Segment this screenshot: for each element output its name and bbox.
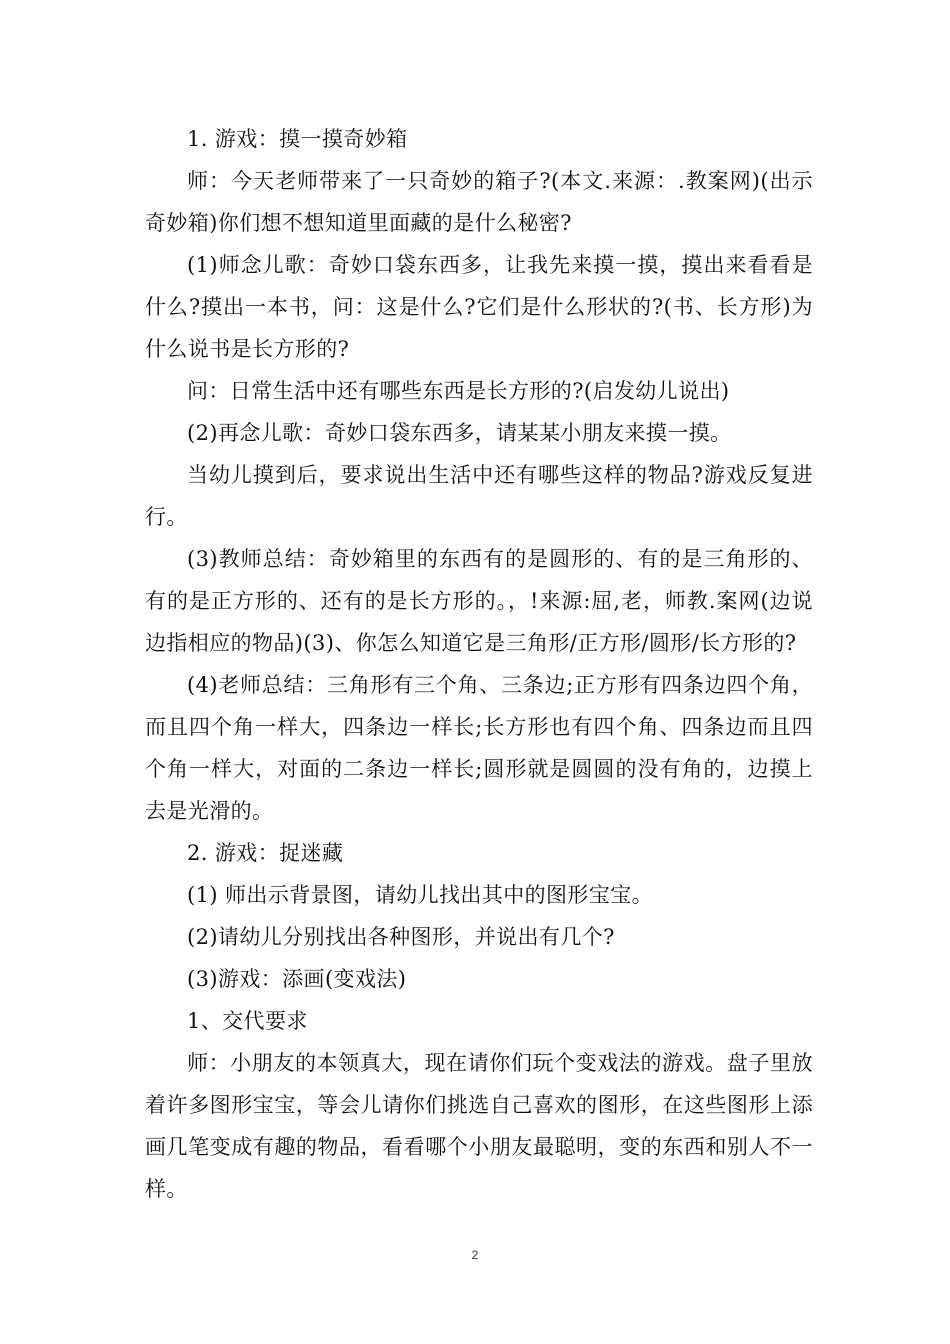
heading-requirements: 1、交代要求 — [187, 1009, 308, 1033]
paragraph-teacher-intro: 师：今天老师带来了一只奇妙的箱子?(本文.来源：.教案网)(出示奇妙箱)你们想不想知道里面藏的是什么秘密? — [145, 169, 813, 235]
page-number: 2 — [471, 1248, 479, 1262]
heading-game-2: 2. 游戏：捉迷藏 — [187, 841, 344, 865]
paragraph-question: 问：日常生活中还有哪些东西是长方形的?(启发幼儿说出) — [187, 379, 730, 403]
paragraph-magic-game: 师：小朋友的本领真大，现在请你们玩个变戏法的游戏。盘子里放着许多图形宝宝，等会儿请你们挑选自己喜欢的图形，在这些图形上添画几笔变成有趣的物品，看看哪个小朋友最聪明，变的东西和别人不一样。 — [145, 1051, 813, 1201]
paragraph-hide-seek-2: (2)请幼儿分别找出各种图形，并说出有几个? — [187, 925, 615, 949]
paragraph-step-2: (2)再念儿歌：奇妙口袋东西多，请某某小朋友来摸一摸。 — [187, 421, 732, 445]
paragraph-repeat-game: 当幼儿摸到后，要求说出生活中还有哪些这样的物品?游戏反复进行。 — [145, 463, 813, 529]
paragraph-step-3: (3)教师总结：奇妙箱里的东西有的是圆形的、有的是三角形的、有的是正方形的、还有的是长方形的。，!来源:屈,老，师教.案网(边说边指相应的物品)(3)、你怎么知道它是三角形/正方形/圆形/长方形的? — [145, 547, 813, 655]
paragraph-step-1: (1)师念儿歌：奇妙口袋东西多，让我先来摸一摸，摸出来看看是什么?摸出一本书，问：这是什么?它们是什么形状的?(书、长方形)为什么说书是长方形的? — [145, 253, 813, 361]
paragraph-hide-seek-3: (3)游戏：添画(变戏法) — [187, 967, 407, 991]
heading-game-1: 1. 游戏：摸一摸奇妙箱 — [187, 127, 408, 151]
document-body — [145, 118, 813, 1210]
paragraph-step-4: (4)老师总结：三角形有三个角、三条边;正方形有四条边四个角，而且四个角一样大，四条边一样长;长方形也有四个角、四条边而且四个角一样大，对面的二条边一样长;圆形就是圆圆的没有角的，边摸上去是光滑的。 — [145, 673, 813, 823]
paragraph-hide-seek-1: (1) 师出示背景图，请幼儿找出其中的图形宝宝。 — [187, 883, 654, 907]
